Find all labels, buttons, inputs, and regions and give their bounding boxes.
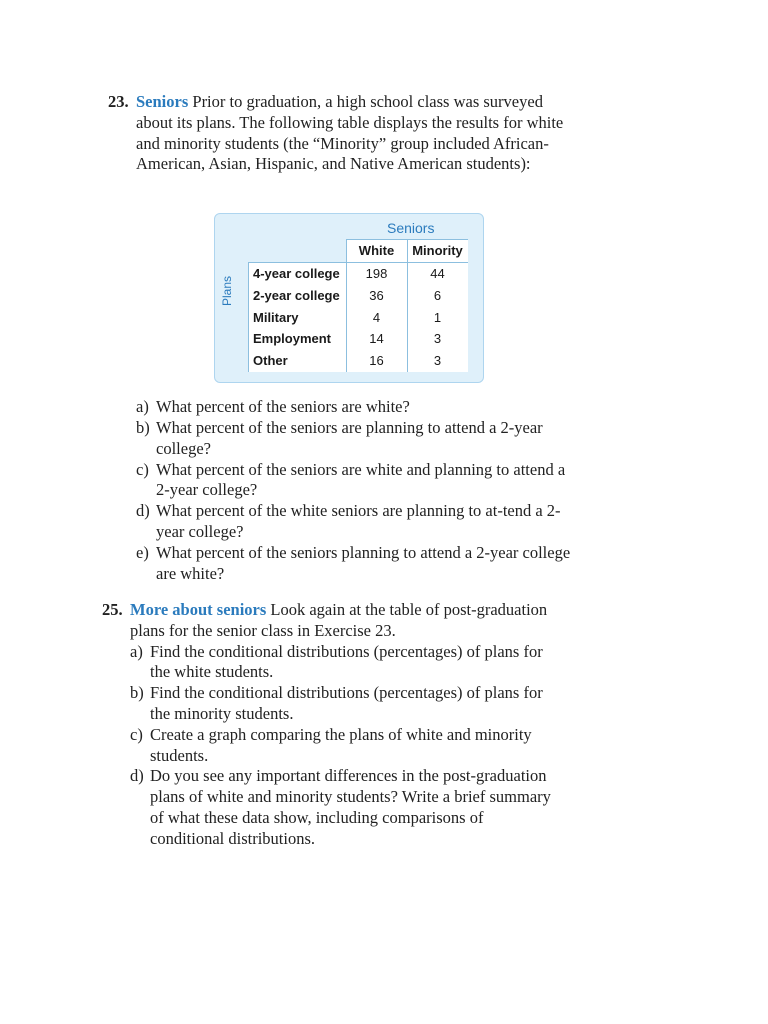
table-rule <box>248 262 249 372</box>
table-cell: 198 <box>365 266 388 281</box>
exercise-number: 23. <box>108 92 129 111</box>
table-cell: 3 <box>433 353 442 368</box>
part-text: Do you see any important differences in the post-graduation plans of white and minority students? Write a brief summary of what these data show, including comparisons of conditional distributions. <box>150 766 551 848</box>
exercise-25-parts <box>130 642 552 850</box>
table-grid <box>248 239 468 374</box>
column-header: White <box>358 243 395 258</box>
column-header: Minority <box>412 243 463 258</box>
part-letter: a) <box>136 397 149 417</box>
table-cell: 4 <box>372 310 381 325</box>
part-letter: b) <box>136 417 150 437</box>
part-text: What percent of the seniors are white? <box>156 397 410 417</box>
table-group-label: Seniors <box>387 220 435 236</box>
exercise-23-parts <box>136 397 578 584</box>
row-label: Military <box>253 310 299 325</box>
question-part <box>136 418 578 460</box>
question-part <box>136 501 578 543</box>
part-text: What percent of the seniors are planning to attend a 2-year college? <box>156 417 543 458</box>
exercise-intro: Look again at the table of post-graduation plans for the senior class in Exercise 23. <box>130 600 548 640</box>
part-letter: d) <box>136 501 150 521</box>
exercise-25-header <box>102 600 552 642</box>
question-part <box>130 725 552 767</box>
table-cell: 14 <box>369 331 384 346</box>
question-part <box>136 543 578 585</box>
row-label: Other <box>253 353 288 368</box>
exercise-title: More about seniors <box>130 600 267 619</box>
part-text: Find the conditional distributions (percentages) of plans for the minority students. <box>150 683 543 723</box>
exercise-25 <box>102 600 552 850</box>
exercise-number: 25. <box>102 600 123 619</box>
row-label: 2-year college <box>253 288 340 303</box>
part-letter: d) <box>130 766 144 786</box>
part-letter: c) <box>130 724 143 744</box>
part-text: What percent of the white seniors are planning to at-tend a 2-year college? <box>156 501 561 541</box>
exercise-title: Seniors <box>136 92 189 111</box>
question-part <box>130 766 552 849</box>
part-text: What percent of the seniors are white and planning to attend a 2-year college? <box>156 459 566 500</box>
part-letter: a) <box>130 641 143 661</box>
part-letter: b) <box>130 683 144 703</box>
question-part <box>130 642 552 684</box>
part-text: What percent of the seniors planning to attend a 2-year college are white? <box>156 542 571 583</box>
part-letter: e) <box>136 542 149 562</box>
table-row-group-label: Plans <box>220 275 234 306</box>
table-cell: 16 <box>369 353 384 368</box>
question-part <box>136 460 578 502</box>
exercise-intro: Prior to graduation, a high school class was surveyed about its plans. The following table displays the results for white and minority students (the “Minority” group included African-American, Asian, Hispanic, and Native American students): <box>136 92 564 174</box>
row-label: 4-year college <box>253 266 340 281</box>
part-text: Find the conditional distributions (percentages) of plans for the white students. <box>150 641 543 682</box>
part-text: Create a graph comparing the plans of white and minority students. <box>150 724 532 765</box>
seniors-table <box>214 213 484 383</box>
row-label: Employment <box>253 331 332 346</box>
table-cell: 36 <box>369 288 384 303</box>
table-cell: 3 <box>433 331 442 346</box>
exercise-23-header <box>108 92 578 175</box>
table-cell: 44 <box>430 266 445 281</box>
part-letter: c) <box>136 459 149 479</box>
question-part <box>136 397 578 418</box>
table-cell: 1 <box>433 310 442 325</box>
question-part <box>130 683 552 725</box>
table-cell: 6 <box>433 288 442 303</box>
